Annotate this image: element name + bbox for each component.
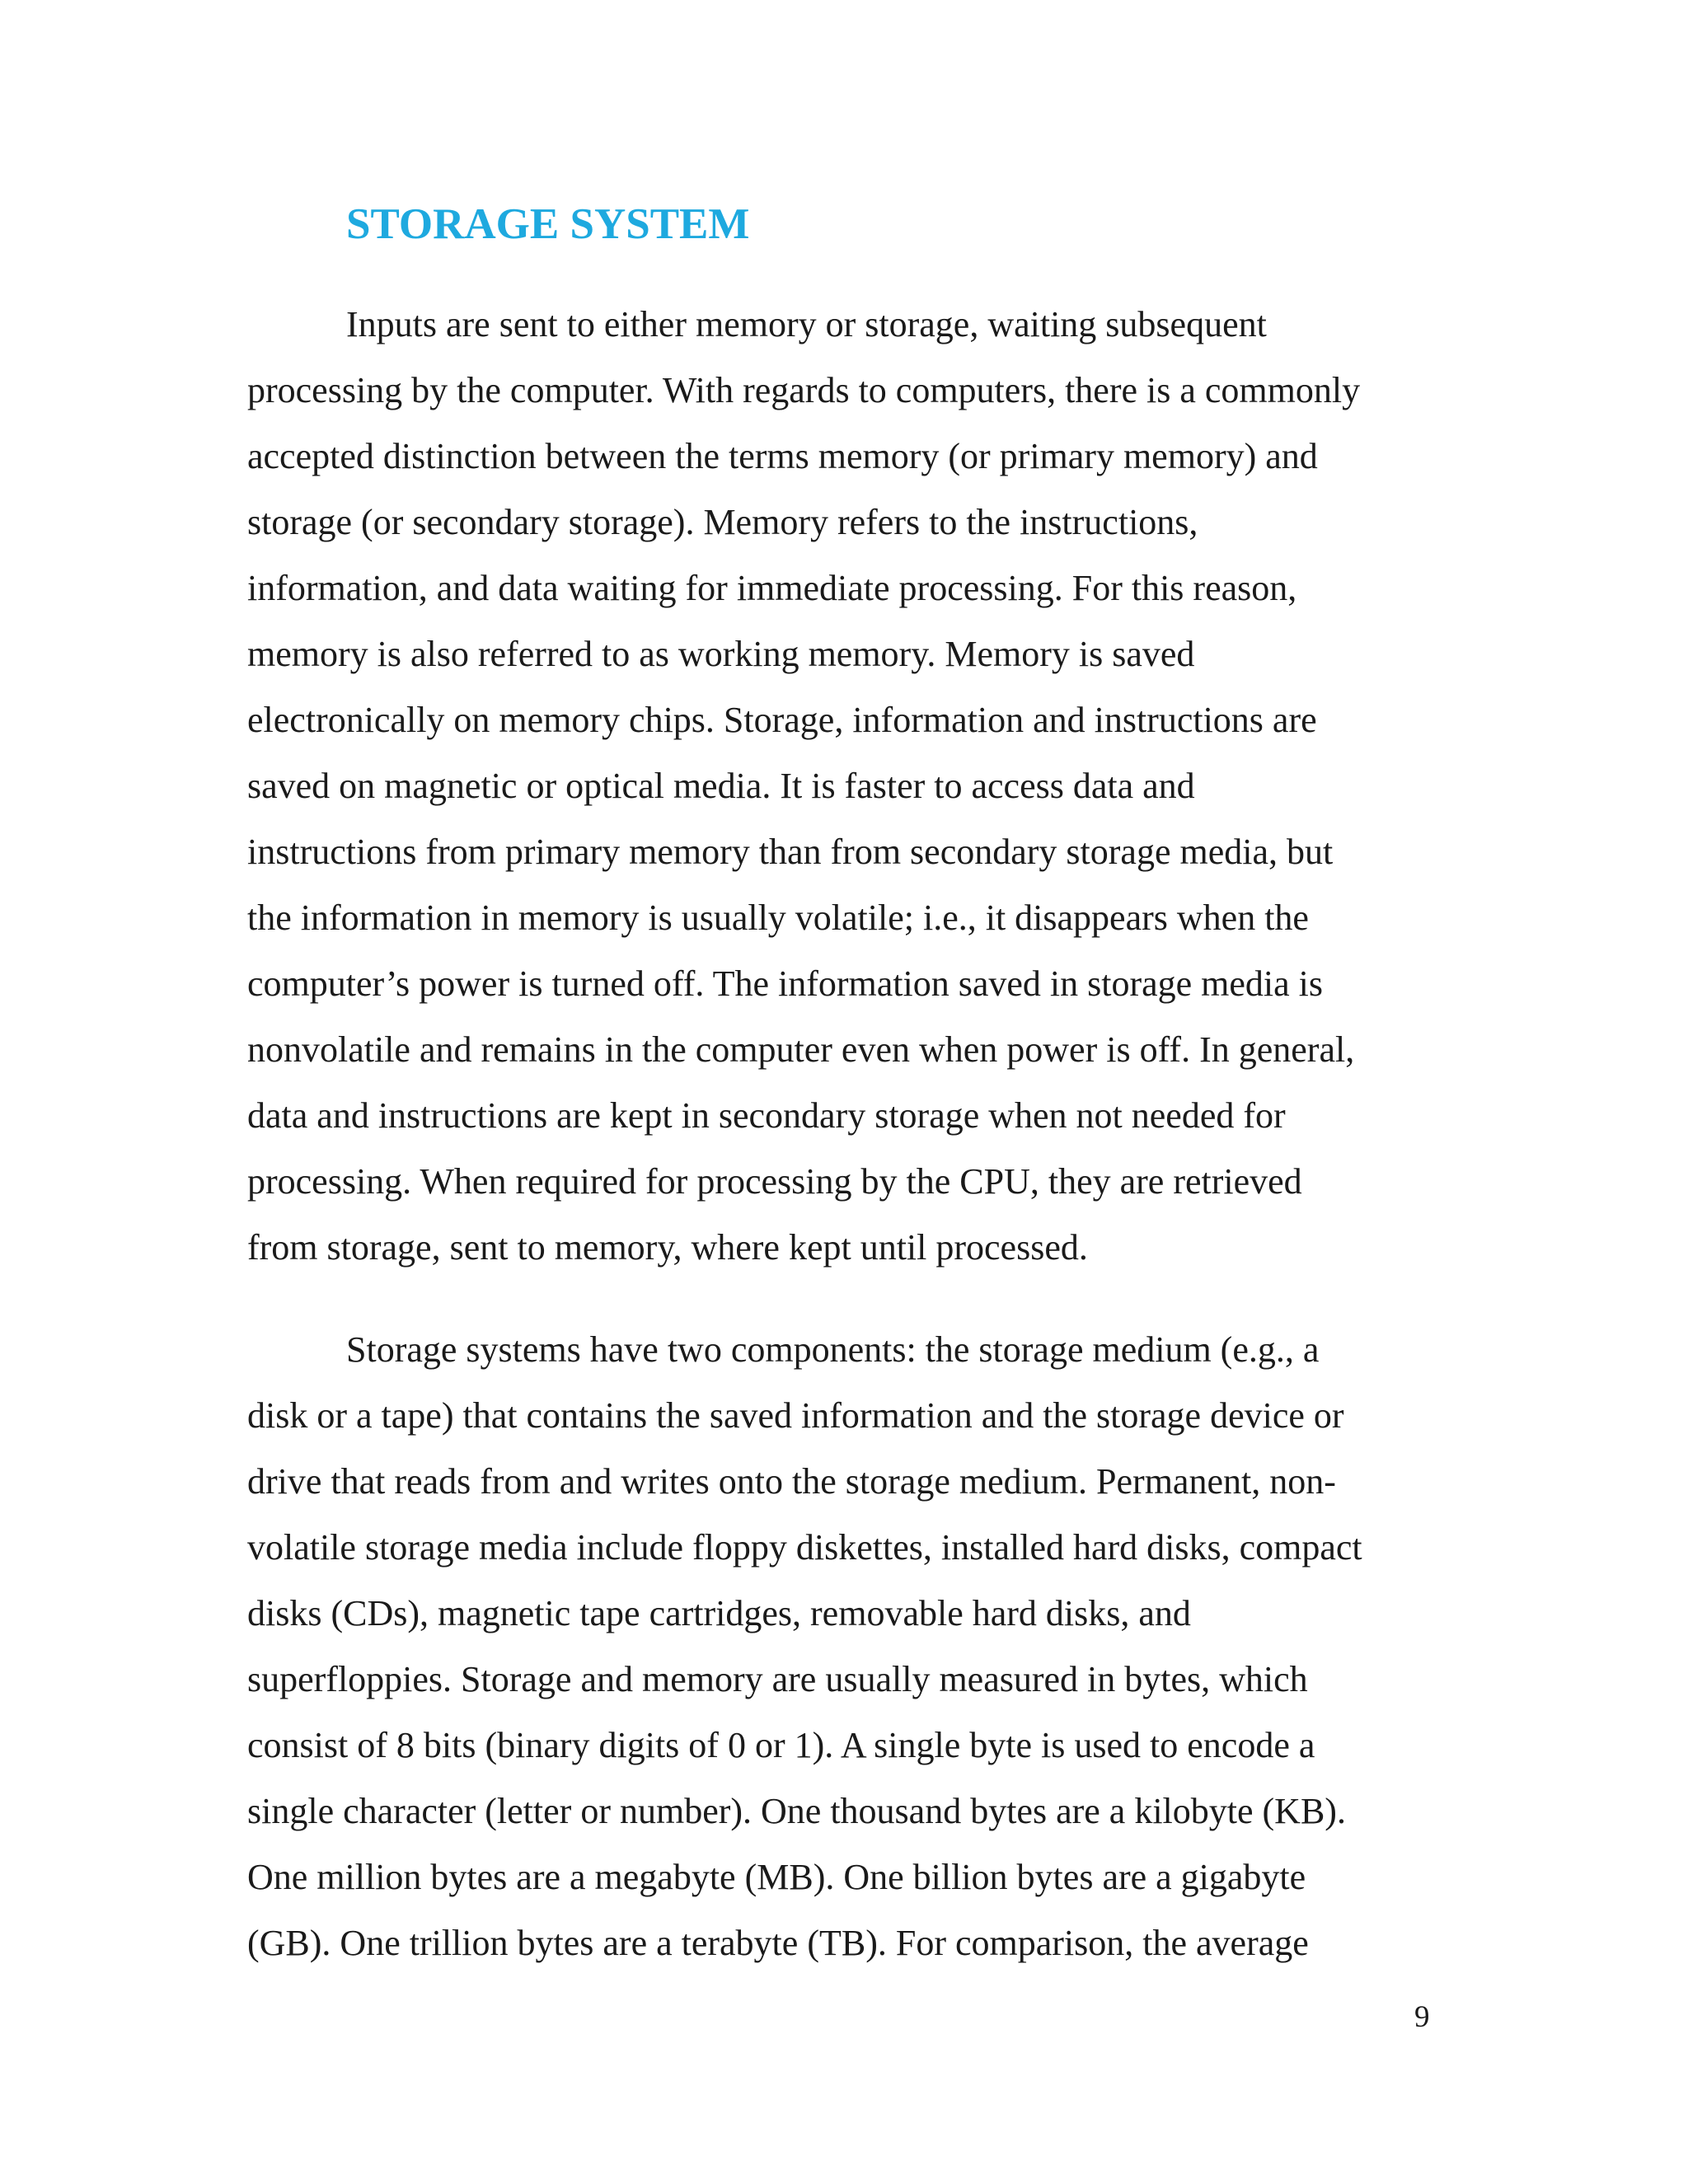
paragraph-line: the information in memory is usually volatile; i.e., it disappears when the	[247, 898, 1309, 938]
paragraph-line: computer’s power is turned off. The information saved in storage media is	[247, 963, 1324, 1004]
paragraph-line: storage (or secondary storage). Memory refers to the instructions,	[247, 502, 1198, 542]
paragraph-line: saved on magnetic or optical media. It is faster to access data and	[247, 766, 1195, 806]
paragraph-line: Inputs are sent to either memory or storage, waiting subsequent	[346, 304, 1267, 344]
paragraph-line: accepted distinction between the terms memory (or primary memory) and	[247, 436, 1318, 476]
paragraph-line: memory is also referred to as working memory. Memory is saved	[247, 634, 1195, 674]
paragraph-line: nonvolatile and remains in the computer even when power is off. In general,	[247, 1029, 1355, 1070]
paragraph-line: single character (letter or number). One thousand bytes are a kilobyte (KB).	[247, 1791, 1346, 1831]
paragraph-line: (GB). One trillion bytes are a terabyte (TB). For comparison, the average	[247, 1923, 1309, 1963]
paragraph-line: One million bytes are a megabyte (MB). One billion bytes are a gigabyte	[247, 1857, 1306, 1897]
paragraph-line: electronically on memory chips. Storage, information and instructions are	[247, 700, 1317, 740]
paragraph-line: consist of 8 bits (binary digits of 0 or 1). A single byte is used to encode a	[247, 1725, 1315, 1765]
paragraph-line: processing by the computer. With regards to computers, there is a commonly	[247, 370, 1361, 410]
page-number: 9	[1414, 2000, 1430, 2034]
paragraph-line: disks (CDs), magnetic tape cartridges, removable hard disks, and	[247, 1593, 1191, 1633]
paragraph-line: disk or a tape) that contains the saved information and the storage device or	[247, 1395, 1344, 1436]
paragraph-line: from storage, sent to memory, where kept until processed.	[247, 1227, 1088, 1268]
paragraph-line: data and instructions are kept in secondary storage when not needed for	[247, 1095, 1286, 1136]
section-heading: STORAGE SYSTEM	[346, 200, 750, 248]
paragraph-line: volatile storage media include floppy diskettes, installed hard disks, compact	[247, 1527, 1362, 1568]
paragraph-line: information, and data waiting for immediate processing. For this reason,	[247, 568, 1297, 608]
paragraph-line: superfloppies. Storage and memory are usually measured in bytes, which	[247, 1659, 1308, 1699]
paragraph-line: Storage systems have two components: the storage medium (e.g., a	[346, 1329, 1320, 1370]
paragraph-line: drive that reads from and writes onto the storage medium. Permanent, non-	[247, 1461, 1336, 1502]
paragraph-line: instructions from primary memory than from secondary storage media, but	[247, 832, 1334, 872]
paragraph-line: processing. When required for processing by the CPU, they are retrieved	[247, 1161, 1302, 1202]
